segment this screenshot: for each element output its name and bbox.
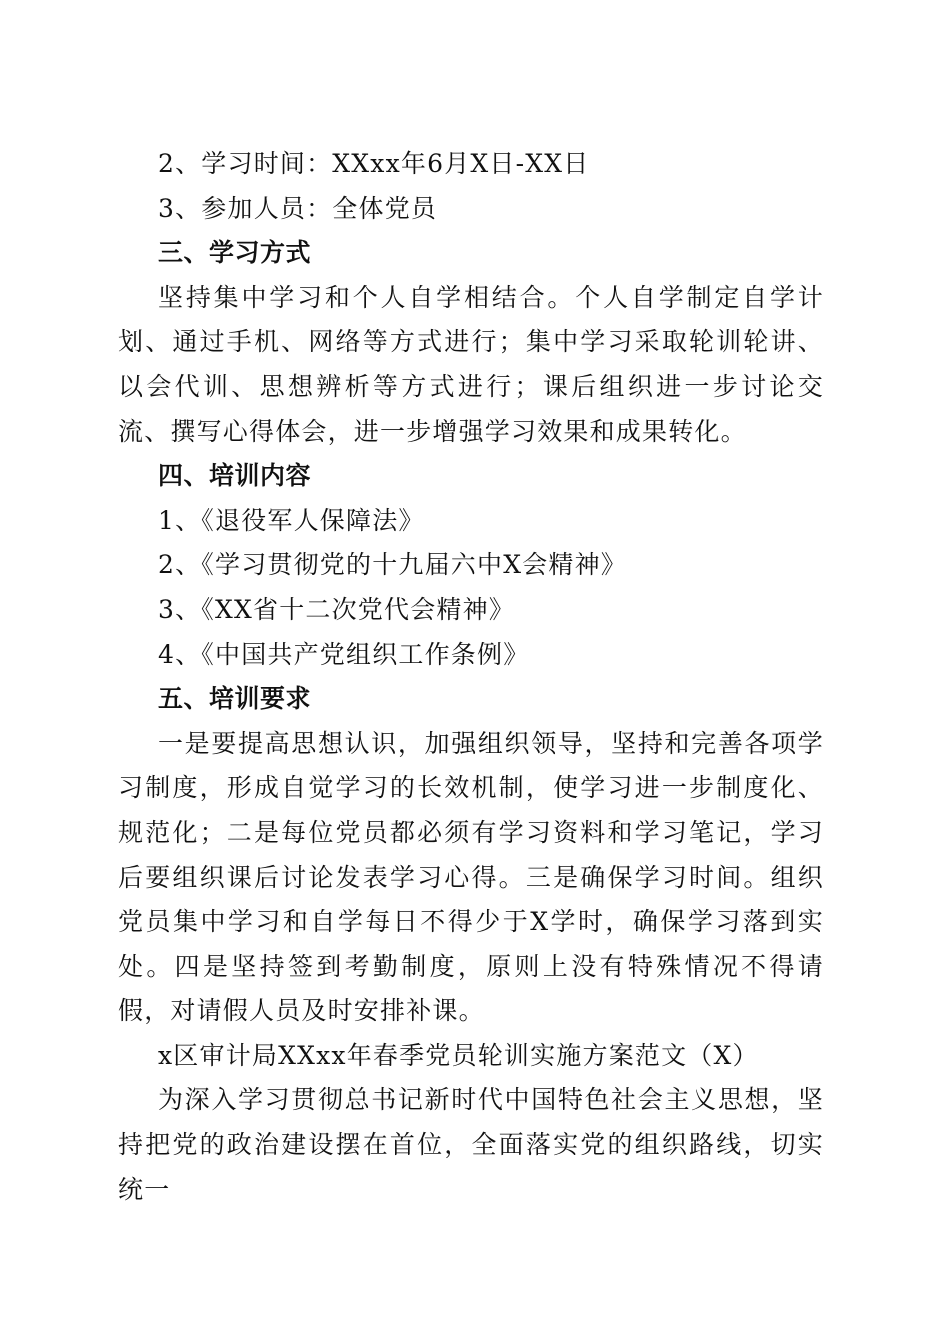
document-page [118,142,824,1212]
study-method-paragraph: 坚持集中学习和个人自学相结合。个人自学制定自学计划、通过手机、网络等方式进行；集中学习采取轮训轮讲、以会代训、思想辨析等方式进行；课后组织进一步讨论交流、撰写心得体会，进一步增强学习效果和成果转化。 [118,282,824,446]
content-item-3: 3、《XX省十二次党代会精神》 [158,594,516,624]
section-heading-training-content: 四、培训内容 [158,461,312,491]
requirements-paragraph: 一是要提高思想认识，加强组织领导，坚持和完善各项学习制度，形成自觉学习的长效机制，使学习进一步制度化、规范化；二是每位党员都必须有学习资料和学习笔记，学习后要组织课后讨论发表学习心得。三是确保学习时间。组织党员集中学习和自学每日不得少于X学时，确保学习落到实处。四是坚持签到考勤制度，原则上没有特殊情况不得请假，对请假人员及时安排补课。 [118,728,824,1026]
study-time-line: 2、学习时间：XXxx年6月X日-XX日 [158,149,590,178]
intro-paragraph: 为深入学习贯彻总书记新时代中国特色社会主义思想，坚持把党的政治建设摆在首位，全面落实党的组织路线，切实统一 [118,1085,824,1204]
section-heading-study-method: 三、学习方式 [158,238,312,268]
section-heading-training-requirements: 五、培训要求 [158,684,312,714]
participants-line: 3、参加人员：全体党员 [158,193,438,223]
content-item-2: 2、《学习贯彻党的十九届六中X会精神》 [158,550,628,580]
content-item-1: 1、《退役军人保障法》 [158,505,425,535]
second-document-title: x区审计局XXxx年春季党员轮训实施方案范文（X） [158,1040,759,1070]
content-item-4: 4、《中国共产党组织工作条例》 [158,639,530,669]
